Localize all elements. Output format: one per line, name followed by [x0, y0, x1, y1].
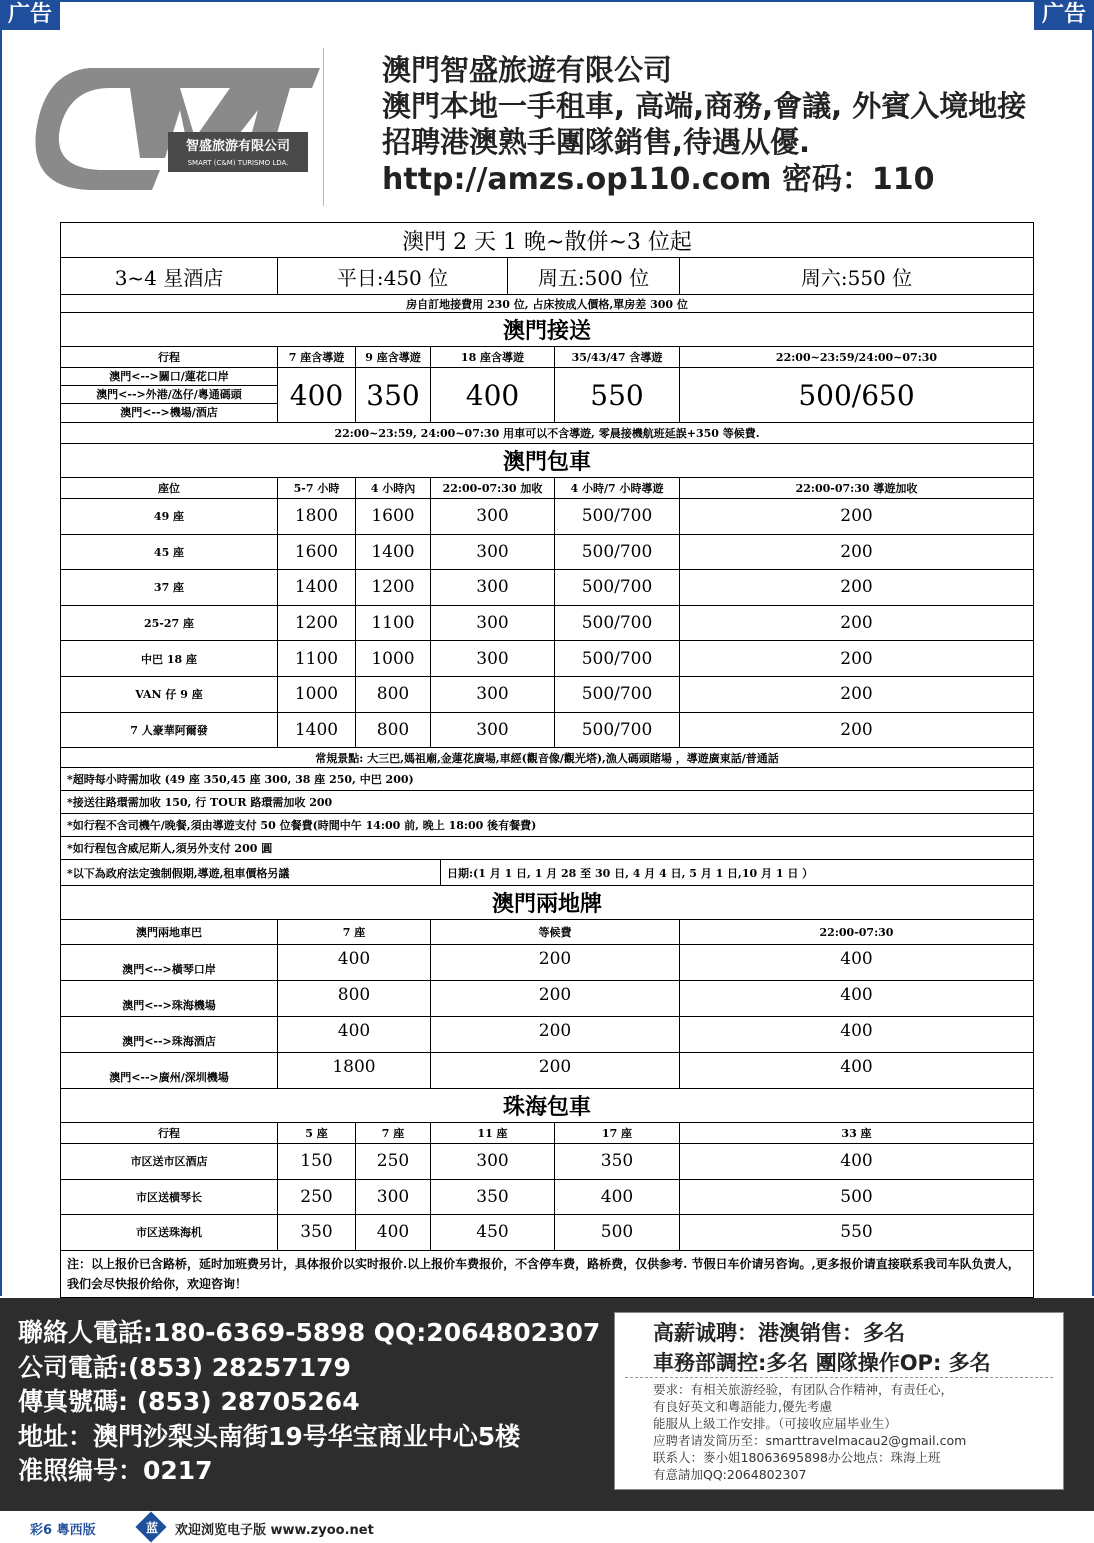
tour-saturday: 周六:550 位	[800, 265, 913, 290]
crossborder-title-row	[61, 886, 1033, 920]
charter-value: 500/700	[555, 535, 680, 570]
zhuhai-value: 250	[278, 1180, 356, 1215]
crossborder-value: 400	[840, 1057, 873, 1077]
charter-value: 500/700	[555, 641, 680, 676]
charter-value: 1000	[356, 641, 431, 676]
charter-label: 45 座	[61, 535, 278, 570]
zhuhai-title: 珠海包車	[502, 1094, 591, 1120]
charter-label: 25-27 座	[61, 606, 278, 641]
charter-value: 1000	[278, 677, 356, 712]
transfer-header-row	[61, 347, 1033, 368]
charter-header: 22:00-07:30 加收	[431, 478, 555, 498]
tour-note-row	[61, 295, 1033, 313]
zhuhai-label: 市区送珠海机	[61, 1215, 278, 1250]
holiday-dates: 日期:(1 月 1 日, 1 月 28 至 30 日, 4 月 4 日, 5 月 1 日,10 月 1 日 ）	[447, 866, 814, 880]
zhuhai-row	[61, 1180, 1033, 1216]
charter-value: 500/700	[555, 499, 680, 534]
crossborder-value: 200	[431, 1017, 680, 1052]
ad-label-right: 广告	[1034, 0, 1094, 30]
transfer-price: 500/650	[798, 378, 915, 412]
fax-number: 傳真號碼: (853) 28705264	[18, 1387, 360, 1416]
transfer-price: 400	[278, 368, 356, 422]
charter-value: 200	[840, 577, 873, 598]
charter-note-row	[61, 814, 1033, 837]
sights-text: 常規景點: 大三巴,媽祖廟,金蓮花廣場,車經(觀音像/觀光塔),漁人碼頭賭場 ，導遊廣東話/普通話	[315, 751, 779, 765]
charter-value: 300	[431, 606, 555, 641]
zhuhai-label: 市区送市区酒店	[61, 1144, 278, 1179]
transfer-price-row	[61, 368, 1033, 423]
footer	[0, 1298, 1094, 1511]
charter-row	[61, 570, 1033, 606]
header-block	[382, 52, 1082, 198]
logo-name-en: SMART (C&M) TURISMO LDA.	[187, 159, 289, 167]
charter-value: 200	[840, 684, 873, 705]
crossborder-header: 等候費	[431, 920, 680, 944]
crossborder-value: 400	[840, 949, 873, 969]
bottom-bar	[0, 1511, 1094, 1543]
transfer-header: 7 座含導遊	[278, 347, 356, 367]
charter-value: 800	[356, 677, 431, 712]
page-label: 彩6 粵西版	[30, 1523, 96, 1538]
disclaimer-text: 注：以上报价已含路桥，延时加班费另计，具体报价以实时报价.以上报价车费报价，不含停车费，路桥费，仅供参考. 节假日车价请另咨询。,更多报价请直接联系我司车队负责人，我们会尽快报价给你，欢迎咨询！	[67, 1257, 1020, 1291]
charter-value: 1200	[356, 570, 431, 605]
crossborder-value: 400	[278, 1017, 431, 1052]
zhuhai-title-row	[61, 1089, 1033, 1123]
transfer-route: 澳門<-->外港/氹仔/粵通碼頭	[61, 386, 277, 404]
tour-title: 澳門 2 天 1 晚~散併~3 位起	[402, 229, 692, 255]
crossborder-value: 800	[278, 981, 431, 1016]
charter-title-row	[61, 444, 1033, 478]
crossborder-row	[61, 945, 1033, 981]
charter-value: 1800	[278, 499, 356, 534]
tour-title-row	[61, 223, 1033, 258]
charter-header: 5-7 小時	[278, 478, 356, 498]
requirement-line: 联系人：麥小姐18063695898办公地点：珠海上班	[653, 1450, 941, 1465]
charter-value: 500/700	[555, 677, 680, 712]
charter-row	[61, 713, 1033, 749]
charter-value: 300	[431, 535, 555, 570]
zhuhai-value: 350	[278, 1215, 356, 1250]
crossborder-value: 400	[278, 945, 431, 980]
charter-header: 座位	[61, 478, 278, 498]
charter-value: 1200	[278, 606, 356, 641]
contact-phone: 聯絡人電話:180-6369-5898 QQ:2064802307	[18, 1318, 601, 1347]
requirement-email[interactable]: 应聘者请发简历至：smarttravelmacau2@gmail.com	[653, 1433, 967, 1448]
transfer-routes	[61, 368, 278, 423]
tour-friday: 周五:500 位	[508, 258, 680, 294]
charter-value: 300	[431, 677, 555, 712]
charter-note-row	[61, 768, 1033, 791]
crossborder-value: 1800	[278, 1053, 431, 1088]
address: 地址：澳門沙梨头南街19号华宝商业中心5楼	[18, 1421, 521, 1451]
recruit-divider	[625, 1377, 1053, 1378]
crossborder-row	[61, 981, 1033, 1017]
charter-note: *超時每小時需加收 (49 座 350,45 座 300, 38 座 250, 中巴 200)	[67, 773, 414, 786]
price-sheet	[60, 222, 1034, 1298]
sights-row	[61, 748, 1033, 768]
requirement-line: 有良好英文和粵語能力,優先考慮	[653, 1399, 832, 1414]
charter-value: 300	[431, 499, 555, 534]
diamond-badge-text: 蓝	[145, 1521, 158, 1535]
charter-label: 49 座	[61, 499, 278, 534]
charter-row	[61, 499, 1033, 535]
transfer-price: 400	[431, 368, 555, 422]
transfer-route: 澳門<-->關口/蓮花口岸	[61, 368, 277, 386]
crossborder-row	[61, 1053, 1033, 1089]
charter-label: VAN 仔 9 座	[61, 677, 278, 712]
transfer-title: 澳門接送	[502, 318, 591, 344]
zhuhai-header: 11 座	[431, 1123, 555, 1143]
zhuhai-row	[61, 1144, 1033, 1180]
crossborder-header: 7 座	[278, 920, 431, 944]
transfer-header: 22:00~23:59/24:00~07:30	[775, 350, 938, 364]
crossborder-label: 澳門<-->珠海機場	[61, 981, 278, 1016]
tagline: 澳門本地一手租車, 高端,商務,會議, 外賓入境地接	[382, 89, 1027, 123]
tour-note: 房自訂地接費用 230 位, 占床按成人價格,單房差 300 位	[406, 297, 688, 311]
transfer-header: 18 座含導遊	[431, 347, 555, 367]
charter-value: 1100	[356, 606, 431, 641]
charter-value: 1400	[356, 535, 431, 570]
recruit-line-2: 車務部調控:多名 團隊操作OP: 多名	[653, 1351, 991, 1375]
charter-value: 300	[431, 641, 555, 676]
transfer-header: 9 座含導遊	[356, 347, 431, 367]
zhuhai-value: 550	[840, 1222, 873, 1243]
requirement-line: 要求：有相关旅游经验，有团队合作精神，有责任心，	[653, 1382, 954, 1397]
website-link[interactable]: http://amzs.op110.com 密码：110	[382, 162, 935, 197]
transfer-price: 550	[555, 368, 680, 422]
frame-left	[0, 0, 2, 1296]
requirement-line: 能服从上級工作安排。（可接收应届毕业生）	[653, 1416, 897, 1431]
charter-header: 22:00-07:30 導遊加收	[795, 482, 918, 495]
charter-value: 300	[431, 570, 555, 605]
company-logo	[30, 48, 324, 208]
ad-label-left: 广告	[0, 0, 60, 30]
holiday-label: *以下為政府法定強制假期,導遊,租車價格另議	[61, 860, 441, 885]
charter-value: 200	[840, 541, 873, 562]
crossborder-row	[61, 1017, 1033, 1053]
charter-note: *如行程不含司機午/晚餐,須由導遊支付 50 位餐費(時間中午 14:00 前, 晚上 18:00 後有餐費)	[67, 819, 537, 832]
zhuhai-value: 400	[356, 1215, 431, 1250]
logo-name-cn: 智盛旅游有限公司	[185, 139, 291, 154]
license-number: 准照编号：0217	[18, 1456, 213, 1485]
disclaimer-row	[61, 1251, 1033, 1297]
transfer-price: 350	[356, 368, 431, 422]
zhuhai-header: 33 座	[841, 1127, 872, 1140]
charter-row	[61, 606, 1033, 642]
zhuhai-value: 250	[356, 1144, 431, 1179]
zhuhai-row	[61, 1215, 1033, 1251]
crossborder-value: 400	[840, 985, 873, 1005]
tour-weekday: 平日:450 位	[278, 258, 508, 294]
charter-value: 800	[356, 713, 431, 748]
crossborder-label: 澳門<-->珠海酒店	[61, 1017, 278, 1052]
zhuhai-value: 350	[555, 1144, 680, 1179]
zhuhai-value: 450	[431, 1215, 555, 1250]
charter-value: 200	[840, 506, 873, 527]
crossborder-label: 澳門<-->廣州/深圳機場	[61, 1053, 278, 1088]
crossborder-value: 200	[431, 945, 680, 980]
holiday-row	[61, 860, 1033, 886]
zhuhai-value: 150	[278, 1144, 356, 1179]
company-phone: 公司電話:(853) 28257179	[18, 1352, 351, 1382]
zhuhai-header: 7 座	[356, 1123, 431, 1143]
recruit-line-1: 高薪诚聘：港澳销售：多名	[653, 1321, 905, 1345]
zhuhai-value: 400	[555, 1180, 680, 1215]
charter-note: *接送往路環需加收 150, 行 TOUR 路環需加收 200	[67, 796, 333, 809]
charter-value: 500/700	[555, 713, 680, 748]
recruitment-box	[614, 1312, 1064, 1490]
charter-value: 200	[840, 613, 873, 634]
charter-value: 200	[840, 719, 873, 740]
zhuhai-value: 300	[431, 1144, 555, 1179]
charter-value: 200	[840, 648, 873, 669]
zhuhai-header: 17 座	[555, 1123, 680, 1143]
zhuhai-label: 市区送横琴长	[61, 1180, 278, 1215]
transfer-header: 行程	[61, 347, 278, 367]
zhuhai-value: 400	[840, 1151, 873, 1172]
logo-divider	[323, 48, 324, 206]
charter-title: 澳門包車	[502, 449, 591, 475]
zhuhai-header-row	[61, 1123, 1033, 1144]
tour-price-row	[61, 258, 1033, 295]
charter-value: 1100	[278, 641, 356, 676]
charter-row	[61, 535, 1033, 571]
charter-row	[61, 677, 1033, 713]
charter-header: 4 小時內	[356, 478, 431, 498]
charter-value: 1600	[356, 499, 431, 534]
charter-note: *如行程包含威尼斯人,須另外支付 200 圓	[67, 842, 273, 855]
charter-note-row	[61, 791, 1033, 814]
transfer-note: 22:00~23:59, 24:00~07:30 用車可以不含導遊, 零晨接機航班延誤+350 等候費.	[334, 427, 760, 440]
charter-header-row	[61, 478, 1033, 499]
charter-value: 500/700	[555, 570, 680, 605]
zhuhai-value: 350	[431, 1180, 555, 1215]
crossborder-value: 400	[840, 1021, 873, 1041]
charter-value: 300	[431, 713, 555, 748]
requirement-line: 有意請加QQ:2064802307	[653, 1467, 807, 1482]
charter-label: 中巴 18 座	[61, 641, 278, 676]
zhuhai-header: 5 座	[278, 1123, 356, 1143]
transfer-header: 35/43/47 含導遊	[555, 347, 680, 367]
charter-header: 4 小時/7 小時導遊	[555, 478, 680, 498]
recruit-line: 招聘港澳熟手團隊銷售,待遇从優.	[382, 125, 811, 159]
crossborder-value: 200	[431, 981, 680, 1016]
recruit-requirements	[653, 1381, 966, 1483]
transfer-title-row	[61, 313, 1033, 347]
zhuhai-value: 300	[356, 1180, 431, 1215]
charter-row	[61, 641, 1033, 677]
zhuhai-header: 行程	[61, 1123, 278, 1143]
crossborder-value: 200	[431, 1053, 680, 1088]
contact-block	[18, 1316, 600, 1489]
crossborder-title: 澳門兩地牌	[491, 891, 602, 917]
crossborder-label: 澳門<-->橫琴口岸	[61, 945, 278, 980]
charter-value: 1400	[278, 570, 356, 605]
charter-note-row	[61, 837, 1033, 860]
frame-top	[60, 0, 1034, 2]
crossborder-header: 澳門兩地車巴	[61, 920, 278, 944]
charter-label: 7 人豪華阿爾發	[61, 713, 278, 748]
charter-value: 1600	[278, 535, 356, 570]
charter-label: 37 座	[61, 570, 278, 605]
tour-hotel: 3~4 星酒店	[61, 258, 278, 294]
crossborder-header-row	[61, 920, 1033, 945]
transfer-note-row	[61, 423, 1033, 444]
zhuhai-value: 500	[555, 1215, 680, 1250]
zhuhai-value: 500	[840, 1186, 873, 1207]
company-name: 澳門智盛旅遊有限公司	[382, 53, 673, 87]
welcome-link[interactable]: 欢迎浏览电子版 www.zyoo.net	[175, 1523, 374, 1538]
charter-value: 1400	[278, 713, 356, 748]
transfer-route: 澳門<-->機場/酒店	[120, 406, 218, 419]
crossborder-header: 22:00-07:30	[819, 925, 894, 939]
charter-value: 500/700	[555, 606, 680, 641]
